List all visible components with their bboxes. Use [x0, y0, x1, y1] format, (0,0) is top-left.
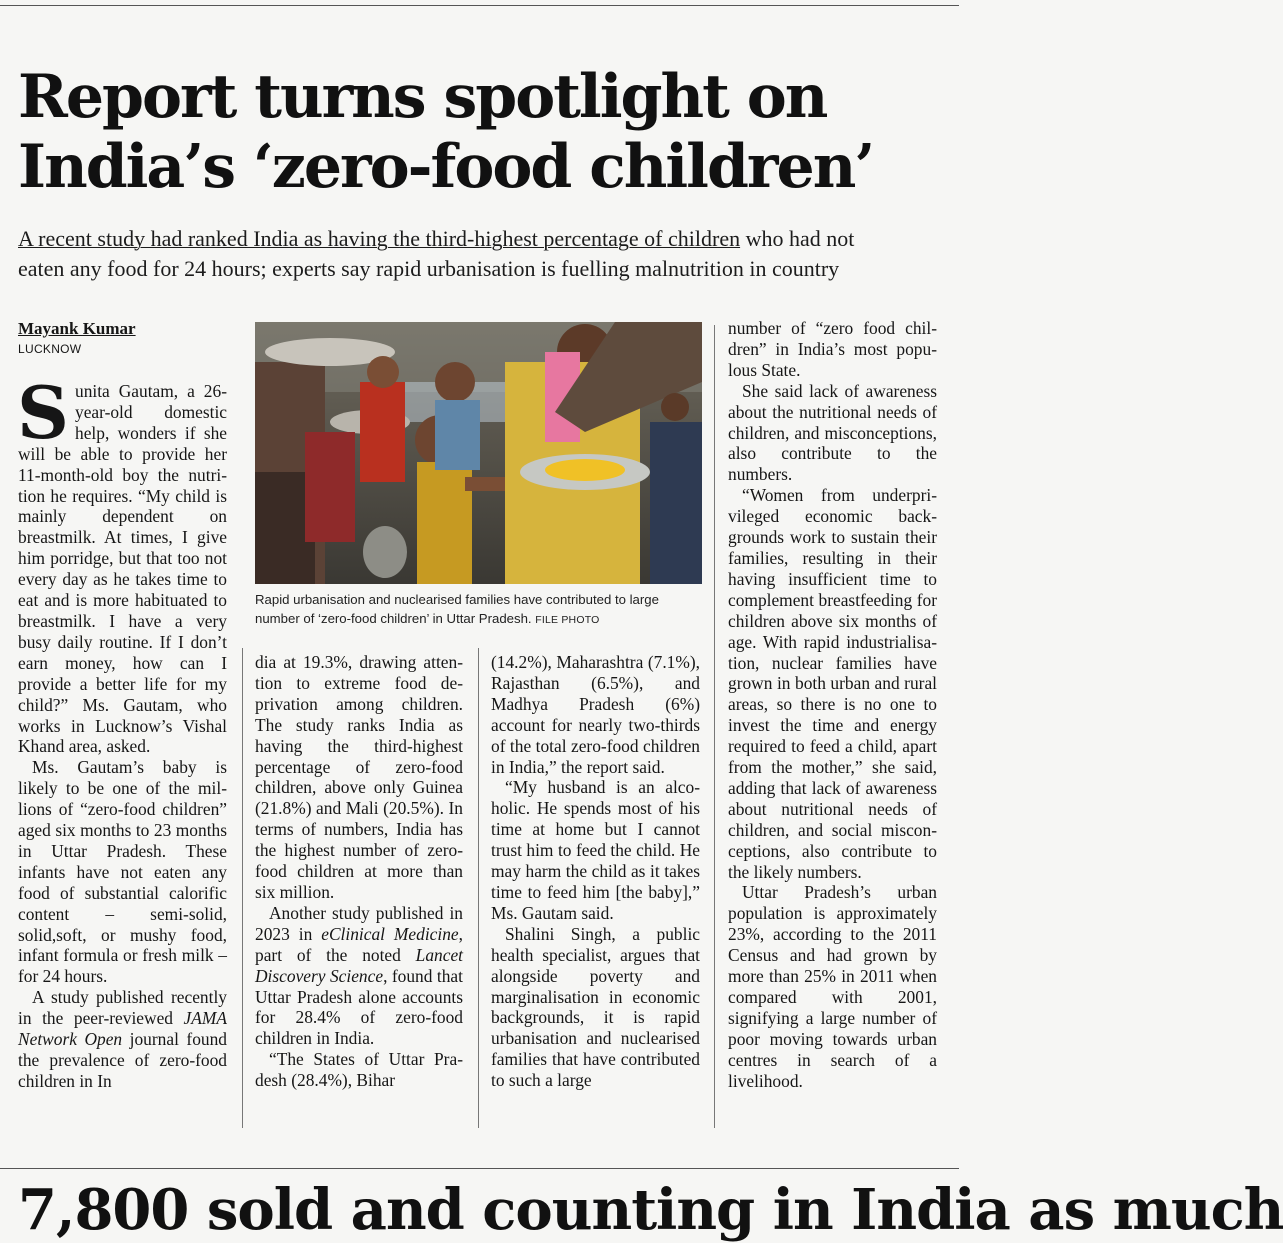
column-rule [714, 325, 715, 1128]
deck-underlined: A recent study had ranked India as having the third-highest percentage of children [18, 226, 741, 251]
article-column-4 [728, 318, 937, 1134]
paragraph: A study published recently in the peer-reviewed JAMA Network Open journal found the prevalence of zero-food children in In [18, 987, 227, 1091]
article-photo [255, 322, 702, 584]
deck [18, 224, 948, 284]
paragraph: number of “zero food children” in India’s most populous State. [728, 318, 937, 380]
paragraph: “The States of Uttar Pradesh (28.4%), Bihar [255, 1049, 463, 1091]
paragraph: “Women from underprivileged economic backgrounds work to sustain their families, resulting in their having insufficient time to complement breastfeeding for children above six months of age. With rapid industrialisation, nuclear families have grown in both urban and rural areas, so there is no one to invest the time and energy required to feed a child, apart from the mother,” she said, adding that lack of awareness about nutritional needs of children, and social misconceptions, also contribute to the likely numbers. [728, 485, 937, 882]
next-article-headline: 7,800 sold and counting in India as much [18, 1177, 1283, 1243]
top-rule [0, 5, 959, 6]
headline-line-1: Report turns spotlight on [18, 62, 827, 132]
paragraph: Another study published in 2023 in eClinical Medicine, part of the noted Lancet Discovery Science, found that Uttar Pradesh alone accounts for 28.4% of zero-food children in India. [255, 902, 463, 1049]
byline-author[interactable]: Mayank Kumar [18, 319, 136, 338]
paragraph: Shalini Singh, a public health specialist, argues that alongside poverty and marginalisation in economic backgrounds, it is rapid urbanisation and nuclearised families that have contributed to such a large [491, 923, 700, 1091]
headline [18, 62, 948, 202]
paragraph: Sunita Gautam, a 26-year-old domestic help, wonders if she will be able to provide her 11-month-old boy the nutrition he requires. “My child is mainly dependent on breastmilk. At times, I give him porridge, but that too not every day as he takes time to eat and is more habituated to breastmilk. I have a very busy daily routine. If I don’t earn money, how can I provide a better life for my child?” Ms. Gautam, who works in Lucknow’s Vishal Khand area, asked. [17, 370, 227, 757]
paragraph: “My husband is an alcoholic. He spends most of his time at home but I cannot trust him to feed the child. He may harm the child as it takes time to feed him [the baby],” Ms. Gautam said. [491, 777, 700, 923]
paragraph: Ms. Gautam’s baby is likely to be one of the millions of “zero-food children” aged six months to 23 months in Uttar Pradesh. These infants have not eaten any food of substantial calorific content – semi-solid, solid,soft, or mushy food, infant formula or fresh milk – for 24 hours. [18, 757, 227, 987]
headline-line-2: India’s ‘zero-food children’ [18, 132, 874, 202]
deck-line-2: eaten any food for 24 hours; experts say rapid urbanisation is fuelling malnutrition in country [18, 256, 840, 281]
photo-credit: FILE PHOTO [535, 614, 600, 626]
paragraph: She said lack of awareness about the nutritional needs of children, and misconceptions, also contribute to the numbers. [728, 380, 937, 485]
article-column-1 [17, 370, 227, 1131]
column-rule [478, 648, 479, 1128]
deck-line-1-rest: who had not [740, 226, 855, 251]
photo-caption: Rapid urbanisation and nuclearised families have contributed to large number of ‘zero-food children’ in Uttar Pradesh. FILE PHOTO [255, 592, 659, 626]
dateline: LUCKNOW [18, 342, 82, 356]
article-column-2 [255, 652, 463, 1134]
paragraph: Uttar Pradesh’s urban population is approximately 23%, according to the 2011 Census and had grown by more than 25% in 2011 when compared with 2001, signifying a large number of poor moving towards urban centres in search of a livelihood. [728, 882, 937, 1091]
dropcap: S [17, 370, 69, 455]
article-column-3 [491, 652, 700, 1134]
bottom-rule [0, 1168, 959, 1169]
paragraph: (14.2%), Maharashtra (7.1%), Rajasthan (6.5%), and Madhya Pradesh (6%) account for nearly two-thirds of the total zero-food children in India,” the report said. [491, 652, 700, 777]
column-rule [242, 648, 243, 1128]
paragraph: dia at 19.3%, drawing attention to extreme food deprivation among children. The study ranks India as having the third-highest percentage of zero-food children, above only Guinea (21.8%) and Mali (20.5%). In terms of numbers, India has the highest number of zero-food children at more than six million. [255, 652, 463, 902]
